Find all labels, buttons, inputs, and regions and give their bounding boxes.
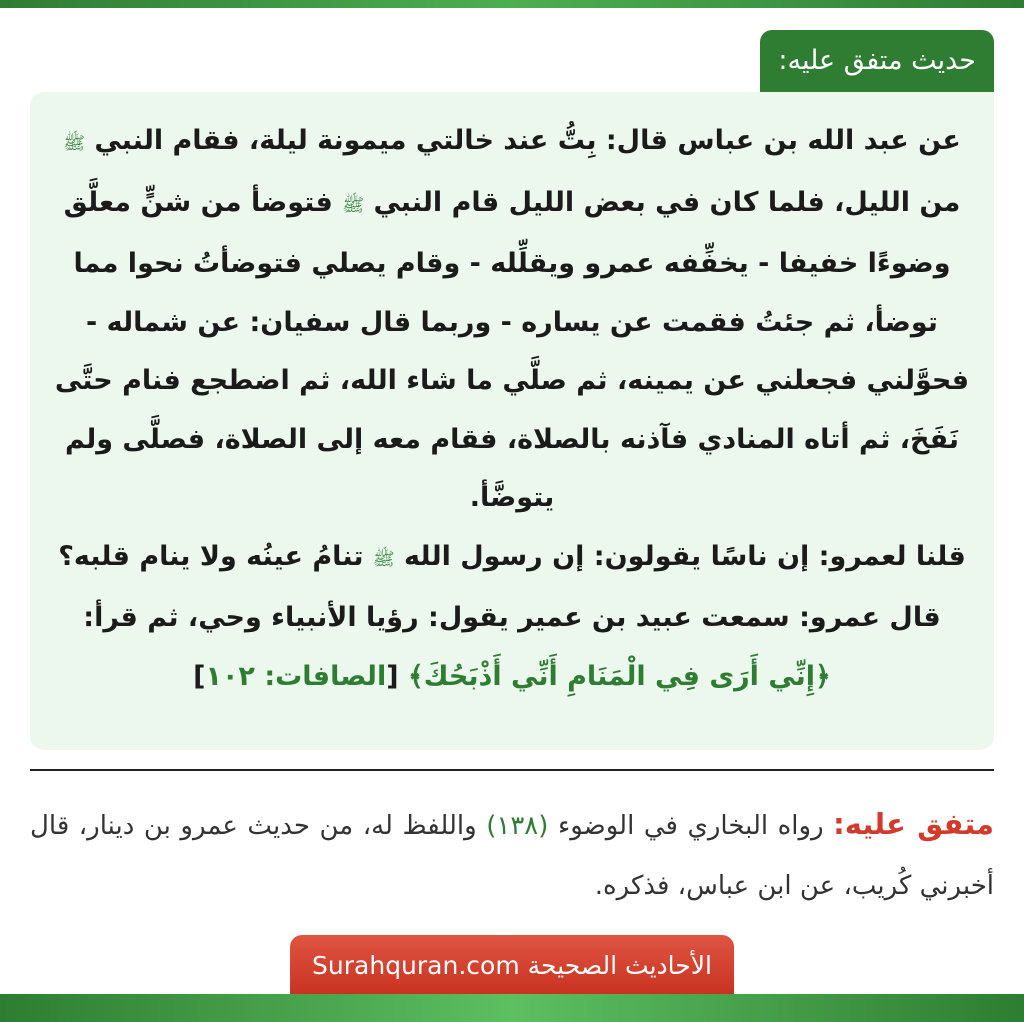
source-attribution [30,794,994,916]
hadith-text-part: عن عبد الله بن عباس قال: بِتُّ عند خالتي ميمونة ليلة، فقام النبي [94,125,961,156]
pbuh-ligature: ﷺ [63,133,85,154]
quran-reference: الصافات: ١٠٢ [205,660,387,692]
quran-verse: ﴿إِنِّي أَرَى فِي الْمَنَامِ أَنِّي أَذْبَحُكَ﴾ [407,660,831,692]
hadith-paragraph-1 [52,112,972,528]
hadith-text-part: من الليل، فلما كان في بعض الليل قام النبي [373,186,961,218]
source-text: رواه البخاري في الوضوء [557,811,824,841]
hadith-text-part: تنامُ عينُه ولا ينام قلبه؟ قال عمرو: سمعت عبيد بن عمير يقول: رؤيا الأنبياء وحي، ثم قرأ: [58,540,941,633]
hadith-text-box [30,92,994,750]
hadith-text-part: قلنا لعمرو: إن ناسًا يقولون: إن رسول الله [404,540,966,572]
top-decorative-bar [0,0,1024,8]
reference-bracket-close: ] [193,660,206,692]
pbuh-ligature: ﷺ [342,194,365,216]
hadith-type-badge: حديث متفق عليه: [760,30,994,92]
section-divider [30,769,994,771]
hadith-number: (١٣٨) [486,811,549,841]
website-badge[interactable]: الأحاديث الصحيحة Surahquran.com [290,935,734,995]
source-text: واللفظ له، من حديث عمرو بن دينار، قال أخبرني كُريب، عن ابن عباس، فذكره. [30,811,994,901]
hadith-text-part: فتوضأ من شنٍّ معلَّق وضوءًا خفيفا - يخفِّفه عمرو ويقلِّله - وقام يصلي فتوضأتُ نحوا مما توضأ، ثم جئتُ فقمت عن يساره - وربما قال سفيان: عن شماله - فحوَّلني فجعلني عن يمينه، ثم صلَّي ما شاء الله، ثم اضطجع فنام حتَّى نَفَخَ، ثم أتاه المنادي فآذنه بالصلاة، فقام معه إلى الصلاة، فصلَّى ولم يتوضَّأ. [54,186,970,513]
bottom-decorative-bar [0,994,1024,1022]
reference-bracket-open: [ [386,660,399,692]
source-label: متفق عليه: [833,807,994,841]
pbuh-ligature: ﷺ [372,548,395,570]
hadith-paragraph-2 [52,528,972,707]
